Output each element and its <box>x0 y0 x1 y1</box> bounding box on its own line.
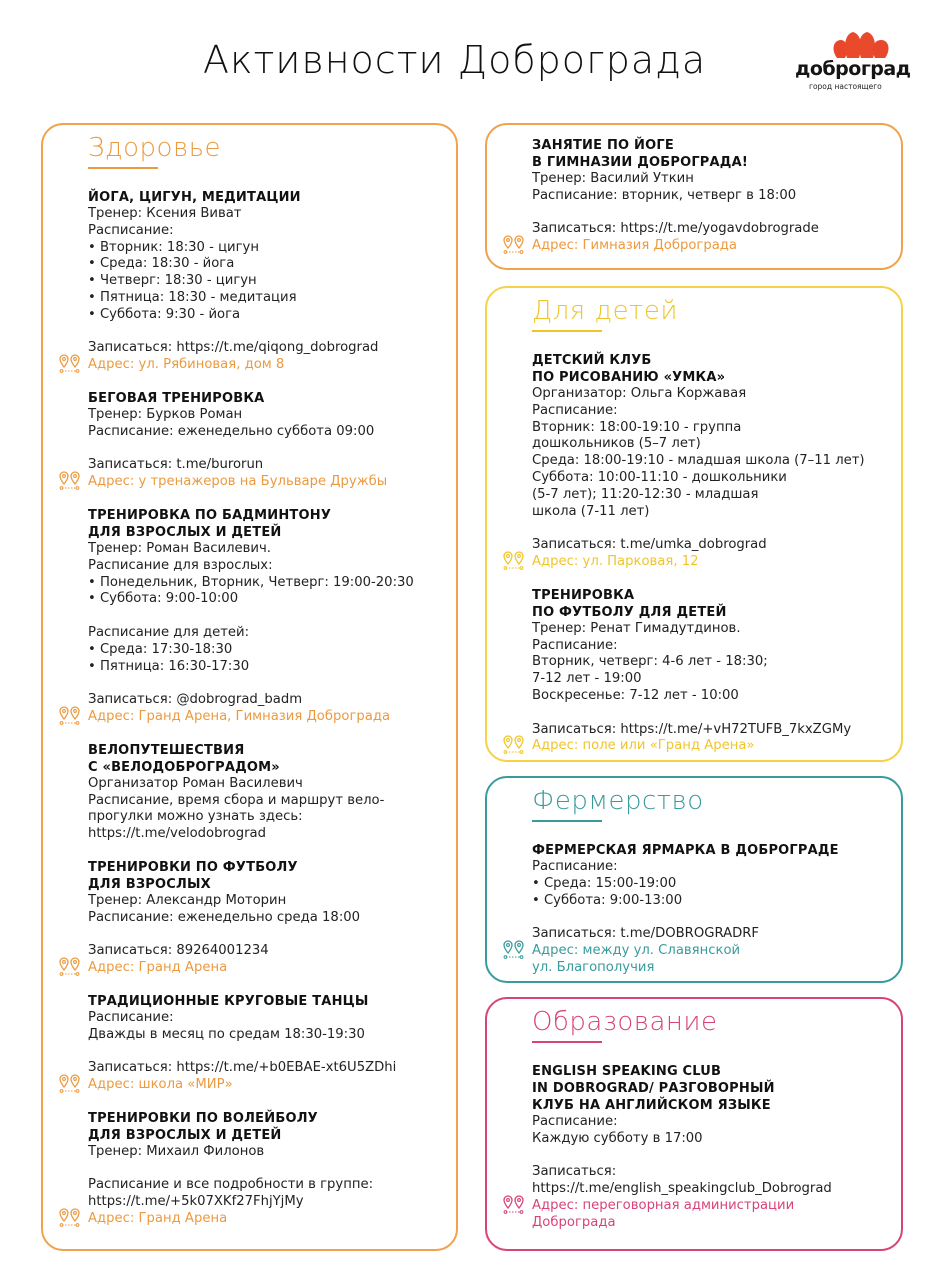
signup-block <box>532 926 891 976</box>
activity-item <box>88 390 446 491</box>
route-pins-icon <box>58 706 82 726</box>
activity-item <box>88 507 446 726</box>
route-pins-icon <box>502 235 526 255</box>
card-content <box>532 125 891 271</box>
signup-block <box>88 457 446 491</box>
spacer <box>88 675 446 692</box>
activity-detail: Расписание: <box>532 637 618 653</box>
signup-link[interactable]: Записаться: @dobrograd_badm <box>88 692 303 708</box>
route-pins-icon <box>58 1208 82 1228</box>
activity-detail: Расписание: <box>532 859 618 874</box>
activity-item <box>532 352 891 571</box>
signup-block <box>88 1177 446 1227</box>
logo-tagline: город настоящего <box>809 82 882 91</box>
activity-title: ПО РИСОВАНИЮ «УМКА» <box>532 370 726 385</box>
spacer <box>532 909 891 926</box>
activity-detail: Дважды в месяц по средам 18:30-19:30 <box>88 1026 365 1042</box>
activity-item <box>88 1110 446 1228</box>
activity-title: С «ВЕЛОДОБРОГРАДОМ» <box>88 759 280 775</box>
dobrograd-logo <box>793 28 913 98</box>
activity-detail: Организатор: Ольга Коржавая <box>532 386 747 401</box>
spacer <box>88 1043 446 1060</box>
activity-title: ЙОГА, ЦИГУН, МЕДИТАЦИИ <box>88 190 301 205</box>
card-health <box>41 123 458 1251</box>
activity-title: ЗАНЯТИЕ ПО ЙОГЕ <box>532 138 674 153</box>
spacer <box>532 1148 891 1165</box>
route-pins-icon <box>58 957 82 977</box>
card-content <box>88 125 446 1244</box>
activity-title: ТРЕНИРОВКИ ПО ФУТБОЛУ <box>88 859 298 875</box>
route-pins-icon <box>58 1074 82 1094</box>
activity-detail: • Суббота: 9:00-10:00 <box>88 591 239 607</box>
signup-link[interactable]: Записаться: t.me/burorun <box>88 457 264 473</box>
signup-link[interactable]: Записаться: t.me/DOBROGRADRF <box>532 926 759 942</box>
card-content <box>532 778 891 993</box>
activity-detail: • Суббота: 9:30 - йога <box>88 306 241 322</box>
activity-detail: • Среда: 17:30-18:30 <box>88 641 233 657</box>
activity-item <box>88 859 446 977</box>
signup-block <box>532 1164 891 1231</box>
activity-detail: Расписание: <box>532 402 618 418</box>
activity-detail: Расписание, время сбора и маршрут вело- <box>88 792 385 808</box>
activity-detail: Тренер: Ренат Гимадутдинов. <box>532 620 741 636</box>
signup-link[interactable]: https://t.me/+5k07XKf27FhjYjMy <box>88 1194 304 1210</box>
signup-block <box>88 692 446 726</box>
activity-title: ТРАДИЦИОННЫЕ КРУГОВЫЕ ТАНЦЫ <box>88 993 369 1009</box>
activity-item <box>88 189 446 374</box>
activity-title: ФЕРМЕРСКАЯ ЯРМАРКА В ДОБРОГРАДЕ <box>532 843 839 858</box>
activity-title: ДЛЯ ВЗРОСЛЫХ <box>88 876 211 892</box>
activity-detail: Вторник, четверг: 4-6 лет - 18:30; <box>532 654 768 670</box>
activity-detail: Расписание: <box>88 222 174 238</box>
activity-detail: Расписание: <box>532 1114 618 1129</box>
page-title: Активности Доброграда <box>203 38 707 82</box>
activity-detail: Расписание для детей: <box>88 624 250 640</box>
signup-block <box>532 221 891 255</box>
address-text: Адрес: между ул. Славянской <box>532 942 741 958</box>
spacer <box>532 705 891 722</box>
address-text: Адрес: Гимназия Доброграда <box>532 238 738 254</box>
address-text: Адрес: Гранд Арена <box>88 960 228 976</box>
spacer <box>88 441 446 458</box>
address-text: Адрес: школа «МИР» <box>88 1077 233 1093</box>
activity-detail: Тренер: Роман Василевич. <box>88 540 271 556</box>
address-text: Доброграда <box>532 1214 616 1230</box>
section-underline <box>88 167 158 169</box>
activity-detail: 7-12 лет - 19:00 <box>532 671 642 687</box>
spacer <box>532 520 891 537</box>
signup-block <box>88 340 446 374</box>
activity-title: ENGLISH SPEAKING CLUB <box>532 1064 722 1079</box>
route-pins-icon <box>502 940 526 960</box>
activity-detail: Среда: 18:00-19:10 - младшая школа (7–11 лет) <box>532 453 865 469</box>
card-content <box>532 999 891 1248</box>
activity-title: IN DOBROGRAD/ РАЗГОВОРНЫЙ <box>532 1081 775 1096</box>
activity-detail: школа (7-11 лет) <box>532 503 650 519</box>
activity-detail: Организатор Роман Василевич <box>88 775 303 791</box>
section-title: Фермерство <box>532 786 704 816</box>
section-underline <box>532 1041 602 1043</box>
activity-detail: https://t.me/velodobrograd <box>88 826 266 842</box>
spacer <box>88 324 446 341</box>
activity-detail: Расписание: еженедельно среда 18:00 <box>88 909 361 925</box>
spacer <box>88 927 446 944</box>
signup-block <box>88 1060 446 1094</box>
address-text: Адрес: у тренажеров на Бульваре Дружбы <box>88 474 388 490</box>
address-text: ул. Благополучия <box>532 959 655 975</box>
activity-detail: • Четверг: 18:30 - цигун <box>88 273 257 289</box>
activity-detail: Воскресенье: 7-12 лет - 10:00 <box>532 687 739 703</box>
activity-item <box>532 137 891 255</box>
activity-detail: Суббота: 10:00-11:10 - дошкольники <box>532 469 787 485</box>
signup-block <box>88 943 446 977</box>
address-text: Адрес: Гранд Арена <box>88 1211 228 1227</box>
signup-link[interactable]: https://t.me/english_speakingclub_Dobrograd <box>532 1181 832 1197</box>
activity-detail: • Понедельник, Вторник, Четверг: 19:00-20:30 <box>88 574 414 590</box>
activity-item <box>532 842 891 977</box>
card-content <box>532 288 891 771</box>
section-title: Образование <box>532 1007 718 1037</box>
activity-title: ПО ФУТБОЛУ ДЛЯ ДЕТЕЙ <box>532 604 727 620</box>
activity-detail: (5-7 лет); 11:20-12:30 - младшая <box>532 486 759 502</box>
address-text: Адрес: поле или «Гранд Арена» <box>532 738 755 754</box>
activity-detail: Тренер: Василий Уткин <box>532 171 694 186</box>
route-pins-icon <box>58 354 82 374</box>
activity-title: ДЕТСКИЙ КЛУБ <box>532 353 652 368</box>
activity-detail: • Пятница: 16:30-17:30 <box>88 658 250 674</box>
address-text: Адрес: ул. Парковая, 12 <box>532 553 699 569</box>
logo-name: доброград <box>795 58 911 80</box>
activity-detail: Каждую субботу в 17:00 <box>532 1130 703 1146</box>
card-yoga-gymnasium <box>485 123 903 270</box>
activity-detail: • Среда: 15:00-19:00 <box>532 875 677 891</box>
activity-title: ДЛЯ ВЗРОСЛЫХ И ДЕТЕЙ <box>88 1127 282 1143</box>
card-education <box>485 997 903 1251</box>
route-pins-icon <box>502 735 526 755</box>
signup-link[interactable]: Записаться: https://t.me/+vH72TUFB_7kxZGMy <box>532 721 852 737</box>
spacer <box>88 1161 446 1178</box>
activity-title: ДЛЯ ВЗРОСЛЫХ И ДЕТЕЙ <box>88 524 282 540</box>
route-pins-icon <box>502 1195 526 1215</box>
address-text: Адрес: Гранд Арена, Гимназия Доброграда <box>88 708 391 724</box>
activity-detail: • Суббота: 9:00-13:00 <box>532 892 683 908</box>
activity-title: ТРЕНИРОВКИ ПО ВОЛЕЙБОЛУ <box>88 1110 318 1126</box>
activity-title: ТРЕНИРОВКА <box>532 587 635 603</box>
signup-link[interactable]: Записаться: https://t.me/+b0EBAE-xt6U5ZDhi <box>88 1060 397 1076</box>
signup-link[interactable]: Записаться: 89264001234 <box>88 943 269 959</box>
section-title: Здоровье <box>88 133 222 163</box>
signup-link[interactable]: Записаться: https://t.me/yogavdobrograde <box>532 221 819 237</box>
signup-link[interactable]: Записаться: https://t.me/qiqong_dobrograd <box>88 340 379 356</box>
route-pins-icon <box>502 551 526 571</box>
section-title: Для детей <box>532 296 678 326</box>
card-farming <box>485 776 903 983</box>
activity-detail: Тренер: Александр Моторин <box>88 892 287 908</box>
activity-item <box>532 1063 891 1232</box>
signup-block <box>532 722 891 756</box>
address-text: Адрес: переговорная администрации <box>532 1197 795 1213</box>
address-text: Адрес: ул. Рябиновая, дом 8 <box>88 357 285 373</box>
activity-detail: Тренер: Михаил Филонов <box>88 1143 265 1159</box>
activity-detail: Расписание: еженедельно суббота 09:00 <box>88 423 375 439</box>
activity-item <box>88 993 446 1094</box>
activity-detail: • Вторник: 18:30 - цигун <box>88 239 259 255</box>
activity-detail: • Среда: 18:30 - йога <box>88 256 235 272</box>
activity-title: В ГИМНАЗИИ ДОБРОГРАДА! <box>532 155 748 170</box>
activity-detail: Тренер: Ксения Виват <box>88 206 242 221</box>
activity-item <box>532 587 891 755</box>
activity-title: ВЕЛОПУТЕШЕСТВИЯ <box>88 742 245 758</box>
section-underline <box>532 330 602 332</box>
spacer <box>88 608 446 625</box>
activity-detail: Вторник: 18:00-19:10 - группа <box>532 419 742 435</box>
activity-detail: Расписание: <box>88 1009 174 1025</box>
activity-detail: Расписание для взрослых: <box>88 557 273 573</box>
activity-item <box>88 742 446 843</box>
section-underline <box>532 820 602 822</box>
activity-detail: • Пятница: 18:30 - медитация <box>88 289 297 305</box>
signup-block <box>532 537 891 571</box>
activity-title: БЕГОВАЯ ТРЕНИРОВКА <box>88 390 265 406</box>
signup-link[interactable]: Расписание и все подробности в группе: <box>88 1177 374 1193</box>
signup-link[interactable]: Записаться: <box>532 1164 617 1180</box>
activity-title: ТРЕНИРОВКА ПО БАДМИНТОНУ <box>88 507 332 523</box>
petals-logo-icon <box>831 28 891 58</box>
spacer <box>532 205 891 222</box>
card-kids <box>485 286 903 762</box>
activity-title: КЛУБ НА АНГЛИЙСКОМ ЯЗЫКЕ <box>532 1098 771 1113</box>
signup-link[interactable]: Записаться: t.me/umka_dobrograd <box>532 537 767 553</box>
route-pins-icon <box>58 471 82 491</box>
activity-detail: Тренер: Бурков Роман <box>88 406 243 422</box>
activity-detail: Расписание: вторник, четверг в 18:00 <box>532 187 797 203</box>
activity-detail: прогулки можно узнать здесь: <box>88 809 303 825</box>
activity-detail: дошкольников (5–7 лет) <box>532 436 701 452</box>
